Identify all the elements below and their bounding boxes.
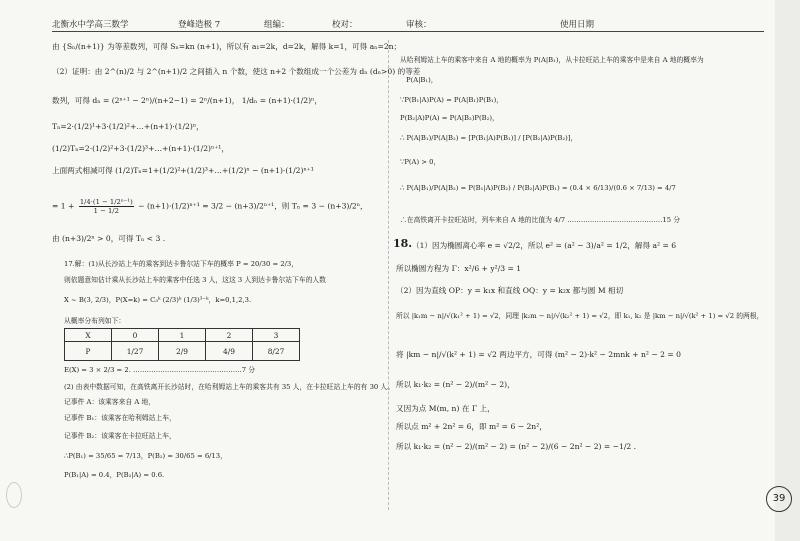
header-title: 登峰造极 7 — [178, 20, 221, 30]
header-compiler: 组编： — [264, 20, 290, 30]
solution-line: 从哈利姆站上车的乘客中来自 A 地的概率为 P(A|B₁)，从卡拉旺站上车的乘客中是来自 A 地的概率为 — [400, 56, 704, 64]
solution-line: P(A|B₁)， — [406, 76, 438, 84]
header-school: 北衡水中学高三数学 — [52, 20, 129, 30]
table-cell: 4/9 — [206, 342, 253, 361]
problem17-line: 17.解：(1)从长沙站上车的乘客到达卡鲁尔站下车的概率 P = 20/30 = 2/3， — [64, 260, 299, 268]
solution-line: ∵P(B₁|A)P(A) = P(A|B₁)P(B₁)， — [400, 96, 504, 104]
solution-line: ∴ P(A|B₁)/P(A|B₂) = P(B₁|A)P(B₂) / P(B₂|A)P(B₁) = (0.4 × 6/13)/(0.6 × 7/13) = 4/7 — [400, 184, 676, 192]
problem17-line: 从概率分布列如下： — [64, 317, 126, 325]
solution-line: 所以 |k₁m − n|/√(k₁² + 1) = √2，同理 |k₂m − n|/√(k₂² + 1) = √2，即 k₁, k₂ 是 |km − n|/√(k² + 1) = √2 的两根， — [396, 312, 764, 320]
problem17-line: (2) 由表中数据可知，在高铁离开长沙站时，在哈利姆站上车的乘客共有 35 人，在卡拉旺站上车的有 30 人。 — [64, 383, 394, 391]
header-date: 使用日期 — [560, 20, 595, 30]
table-cell: 2/9 — [159, 342, 206, 361]
solution-line: （1）因为椭圆离心率 e = √2/2，所以 e² = (a² − 3)/a² = 1/2，解得 a² = 6 — [412, 241, 677, 250]
solution-line: (1/2)Tₙ=2·(1/2)²+3·(1/2)³+…+(n+1)·(1/2)ⁿ⁺¹， — [52, 144, 229, 153]
solution-line: 所以 k₁·k₂ = (n² − 2)/(m² − 2) = (n² − 2)/(6 − 2n² − 2) = −1/2 . — [396, 442, 637, 451]
adjacent-page-edge — [775, 0, 800, 541]
problem17-line: E(X) = 3 × 2/3 = 2. …………………………………………7 分 — [64, 366, 256, 374]
table-row — [65, 329, 300, 342]
equals-one: = 1 + — [52, 201, 77, 211]
distribution-table — [64, 328, 300, 361]
table-row — [65, 342, 300, 361]
solution-line: 所以点 m² + 2n² = 6，即 m² = 6 − 2n²， — [396, 422, 547, 431]
problem17-line: P(B₁|A) = 0.4，P(B₂|A) = 0.6. — [64, 471, 165, 479]
table-cell: 8/27 — [253, 342, 300, 361]
problem17-line: 记事件 B₁：该乘客在哈利姆站上车， — [64, 414, 176, 422]
table-cell: P — [65, 342, 112, 361]
header-rule — [52, 31, 764, 32]
column-divider — [388, 40, 389, 510]
solution-line: 所以椭圆方程为 Γ：x²/6 + y²/3 = 1 — [396, 264, 522, 273]
solution-line: ∴ P(A|B₁)/P(A|B₂) = [P(B₁|A)P(B₁)] / [P(B₂|A)P(B₂)]， — [400, 134, 578, 142]
table-cell: 3 — [253, 329, 300, 342]
solution-line: ∴在高铁离开卡拉旺站时，列车来自 A 地的比值为 4/7 ……………………………………15 分 — [400, 216, 680, 224]
solution-line: ∵P(A) > 0， — [400, 158, 441, 166]
question-number: 18. — [393, 237, 413, 250]
solution-line: 数列，可得 dₙ = (2ⁿ⁺¹ − 2ⁿ)/(n+2−1) = 2ⁿ/(n+1)， 1/dₙ = (n+1)·(1/2)ⁿ， — [52, 96, 322, 105]
solution-line: 又因为点 M(m, n) 在 Γ 上， — [396, 404, 495, 413]
header-checker: 校对： — [332, 20, 358, 30]
solution-line: 由 {Sₙ/(n+1)} 为等差数列，可得 Sₙ=kn (n+1)，所以有 a₁=2k，d=2k，解得 k=1，可得 aₙ=2n； — [52, 42, 402, 51]
solution-line: P(B₂|A)P(A) = P(A|B₂)P(B₂)， — [400, 114, 499, 122]
table-cell: 2 — [206, 329, 253, 342]
page-number: 39 — [766, 486, 792, 512]
solution-line: 将 |km − n|/√(k² + 1) = √2 两边平方，可得 (m² − 2)·k² − 2mnk + n² − 2 = 0 — [396, 350, 681, 359]
table-cell: 1 — [159, 329, 206, 342]
header-reviewer: 审核： — [406, 20, 432, 30]
table-cell: X — [65, 329, 112, 342]
table-cell: 1/27 — [112, 342, 159, 361]
problem17-line: 记事件 B₂：该乘客在卡拉旺站上车， — [64, 432, 176, 440]
problem17-line: 则依题意知估计乘从长沙站上车的乘客中任选 3 人，这这 3 人到达卡鲁尔站下车的人数 — [64, 276, 326, 284]
solution-line: （2）证明：由 2^(n)/2 与 2^(n+1)/2 之间插入 n 个数，使这 n+2 个数组成一个公差为 dₙ (dₙ>0) 的等差 — [52, 67, 421, 76]
solution-line: 由 (n+3)/2ⁿ > 0，可得 Tₙ < 3 . — [52, 234, 166, 243]
solution-line: Tₙ=2·(1/2)¹+3·(1/2)²+…+(n+1)·(1/2)ⁿ， — [52, 122, 204, 131]
solution-line: 所以 k₁·k₂ = (n² − 2)/(m² − 2)， — [396, 380, 515, 389]
binding-hole-mark — [6, 482, 22, 508]
table-cell: 0 — [112, 329, 159, 342]
problem17-line: 记事件 A：该乘客来自 A 地， — [64, 398, 156, 406]
solution-line: （2）因为直线 OP：y = k₁x 和直线 OQ：y = k₂x 都与圆 M 相切 — [396, 286, 624, 295]
sum-result: − (n+1)·(1/2)ⁿ⁺¹ = 3/2 − (n+3)/2ⁿ⁺¹，则 Tₙ = 3 − (n+3)/2ⁿ， — [138, 201, 368, 211]
problem17-line: ∴P(B₁) = 35/65 = 7/13，P(B₂) = 30/65 = 6/13， — [64, 452, 227, 460]
problem17-line: X ~ B(3, 2/3)，P(X=k) = C₃ᵏ (2/3)ᵏ (1/3)³⁻ᵏ，k=0,1,2,3. — [64, 296, 252, 304]
solution-line: 上面两式相减可得 (1/2)Tₙ=1+(1/2)²+(1/2)³+…+(1/2)ⁿ − (n+1)·(1/2)ⁿ⁺¹ — [52, 166, 314, 175]
solution-line — [52, 198, 368, 215]
geometric-sum-fraction: $\frac{\text{1/4·(1 − 1/2ⁿ⁻¹)}}{1 - 1/2}$ — [79, 198, 133, 215]
